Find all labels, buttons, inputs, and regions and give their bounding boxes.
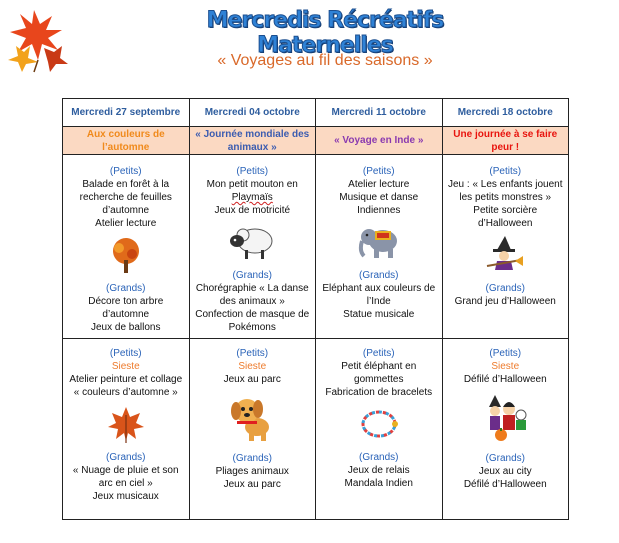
activities-row-a bbox=[63, 155, 569, 339]
activity-text: Jeux musicaux bbox=[92, 491, 159, 502]
activity-text: Défilé d’Halloween bbox=[463, 374, 547, 385]
date-header: Mercredi 18 octobre bbox=[442, 99, 569, 127]
theme-cell: « Voyage en Inde » bbox=[316, 127, 443, 155]
activity-cell bbox=[63, 339, 190, 520]
group-label: (Petits) bbox=[362, 348, 395, 359]
witch-icon bbox=[485, 236, 525, 274]
autumn-leaves-logo-icon bbox=[4, 2, 70, 74]
activities-row-b bbox=[63, 339, 569, 520]
autumn-leaf-icon bbox=[106, 405, 146, 443]
activity-text: Jeux au city bbox=[478, 466, 532, 477]
activity-text: Jeux de motricité bbox=[214, 205, 291, 216]
activity-cell bbox=[189, 339, 316, 520]
activity-cell bbox=[63, 155, 190, 339]
group-label: (Petits) bbox=[236, 348, 269, 359]
activity-text: Jeux au parc bbox=[223, 479, 281, 490]
page-title: Mercredis Récréatifs Maternelles bbox=[206, 8, 444, 58]
group-label: (Grands) bbox=[232, 453, 272, 464]
theme-cell: « Journée mondiale des animaux » bbox=[189, 127, 316, 155]
activity-text: Grand jeu d’Halloween bbox=[454, 296, 556, 307]
group-label: (Petits) bbox=[489, 166, 522, 177]
activity-text: Décore ton arbre d’automne bbox=[88, 296, 164, 320]
group-label: (Petits) bbox=[109, 348, 142, 359]
group-label: (Grands) bbox=[106, 283, 146, 294]
group-label: (Grands) bbox=[359, 452, 399, 463]
sieste-label: Sieste bbox=[238, 361, 267, 372]
group-label: (Grands) bbox=[232, 270, 272, 281]
theme-cell: Aux couleurs de l’automne bbox=[63, 127, 190, 155]
theme-row bbox=[63, 127, 569, 155]
activity-text: Pliages animaux bbox=[215, 466, 289, 477]
date-header: Mercredi 04 octobre bbox=[189, 99, 316, 127]
activity-text: Petit éléphant en gommettes bbox=[341, 361, 417, 385]
group-label: (Grands) bbox=[106, 452, 146, 463]
activity-text: Jeu : « Les enfants jouent les petits monstres » bbox=[447, 179, 563, 203]
activity-text: Chorégraphie « La danse des animaux » bbox=[195, 283, 309, 307]
activity-text: Eléphant aux couleurs de l’Inde bbox=[322, 283, 436, 307]
activity-text: Atelier lecture bbox=[348, 179, 410, 190]
sheep-icon bbox=[227, 223, 277, 261]
date-header: Mercredi 27 septembre bbox=[63, 99, 190, 127]
group-label: (Petits) bbox=[109, 166, 142, 177]
group-label: (Grands) bbox=[359, 270, 399, 281]
activity-cell bbox=[316, 339, 443, 520]
halloween-kids-icon bbox=[479, 393, 531, 443]
activity-cell bbox=[189, 155, 316, 339]
activity-text: Confection de masque de Pokémons bbox=[195, 309, 310, 333]
schedule-table bbox=[62, 98, 569, 520]
date-header: Mercredi 11 octobre bbox=[316, 99, 443, 127]
activity-text: Atelier lecture bbox=[95, 218, 157, 229]
sieste-label: Sieste bbox=[111, 361, 140, 372]
activity-text: Jeux de ballons bbox=[91, 322, 161, 333]
activity-text: Balade en forêt à la recherche de feuilles d’automne bbox=[79, 179, 172, 216]
activity-cell bbox=[316, 155, 443, 339]
sieste-label: Sieste bbox=[491, 361, 520, 372]
activity-text: Mon petit mouton en Playmaïs bbox=[206, 179, 298, 203]
activity-text: Statue musicale bbox=[343, 309, 415, 320]
date-header-row bbox=[63, 99, 569, 127]
activity-text: Musique et danse Indiennes bbox=[339, 192, 419, 216]
activity-text: Petite sorcière d’Halloween bbox=[473, 205, 538, 229]
group-label: (Grands) bbox=[485, 283, 525, 294]
autumn-tree-icon bbox=[109, 236, 143, 274]
activity-text: Jeux au parc bbox=[223, 374, 281, 385]
activity-text: Mandala Indien bbox=[344, 478, 413, 489]
puppy-icon bbox=[227, 393, 277, 443]
group-label: (Petits) bbox=[362, 166, 395, 177]
group-label: (Petits) bbox=[489, 348, 522, 359]
activity-text: « Nuage de pluie et son arc en ciel » bbox=[72, 465, 179, 489]
activity-cell bbox=[442, 155, 569, 339]
page-subtitle: « Voyages au fil des saisons » bbox=[217, 52, 433, 69]
activity-cell bbox=[442, 339, 569, 520]
activity-text: Défilé d’Halloween bbox=[463, 479, 547, 490]
elephant-icon bbox=[355, 223, 403, 261]
activity-text: Atelier peinture et collage « couleurs d’automne » bbox=[69, 374, 183, 398]
activity-text: Jeux de relais bbox=[347, 465, 410, 476]
activity-text: Fabrication de bracelets bbox=[325, 387, 433, 398]
theme-cell: Une journée à se faire peur ! bbox=[442, 127, 569, 155]
group-label: (Grands) bbox=[485, 453, 525, 464]
bracelet-icon bbox=[359, 408, 399, 440]
group-label: (Petits) bbox=[236, 166, 269, 177]
